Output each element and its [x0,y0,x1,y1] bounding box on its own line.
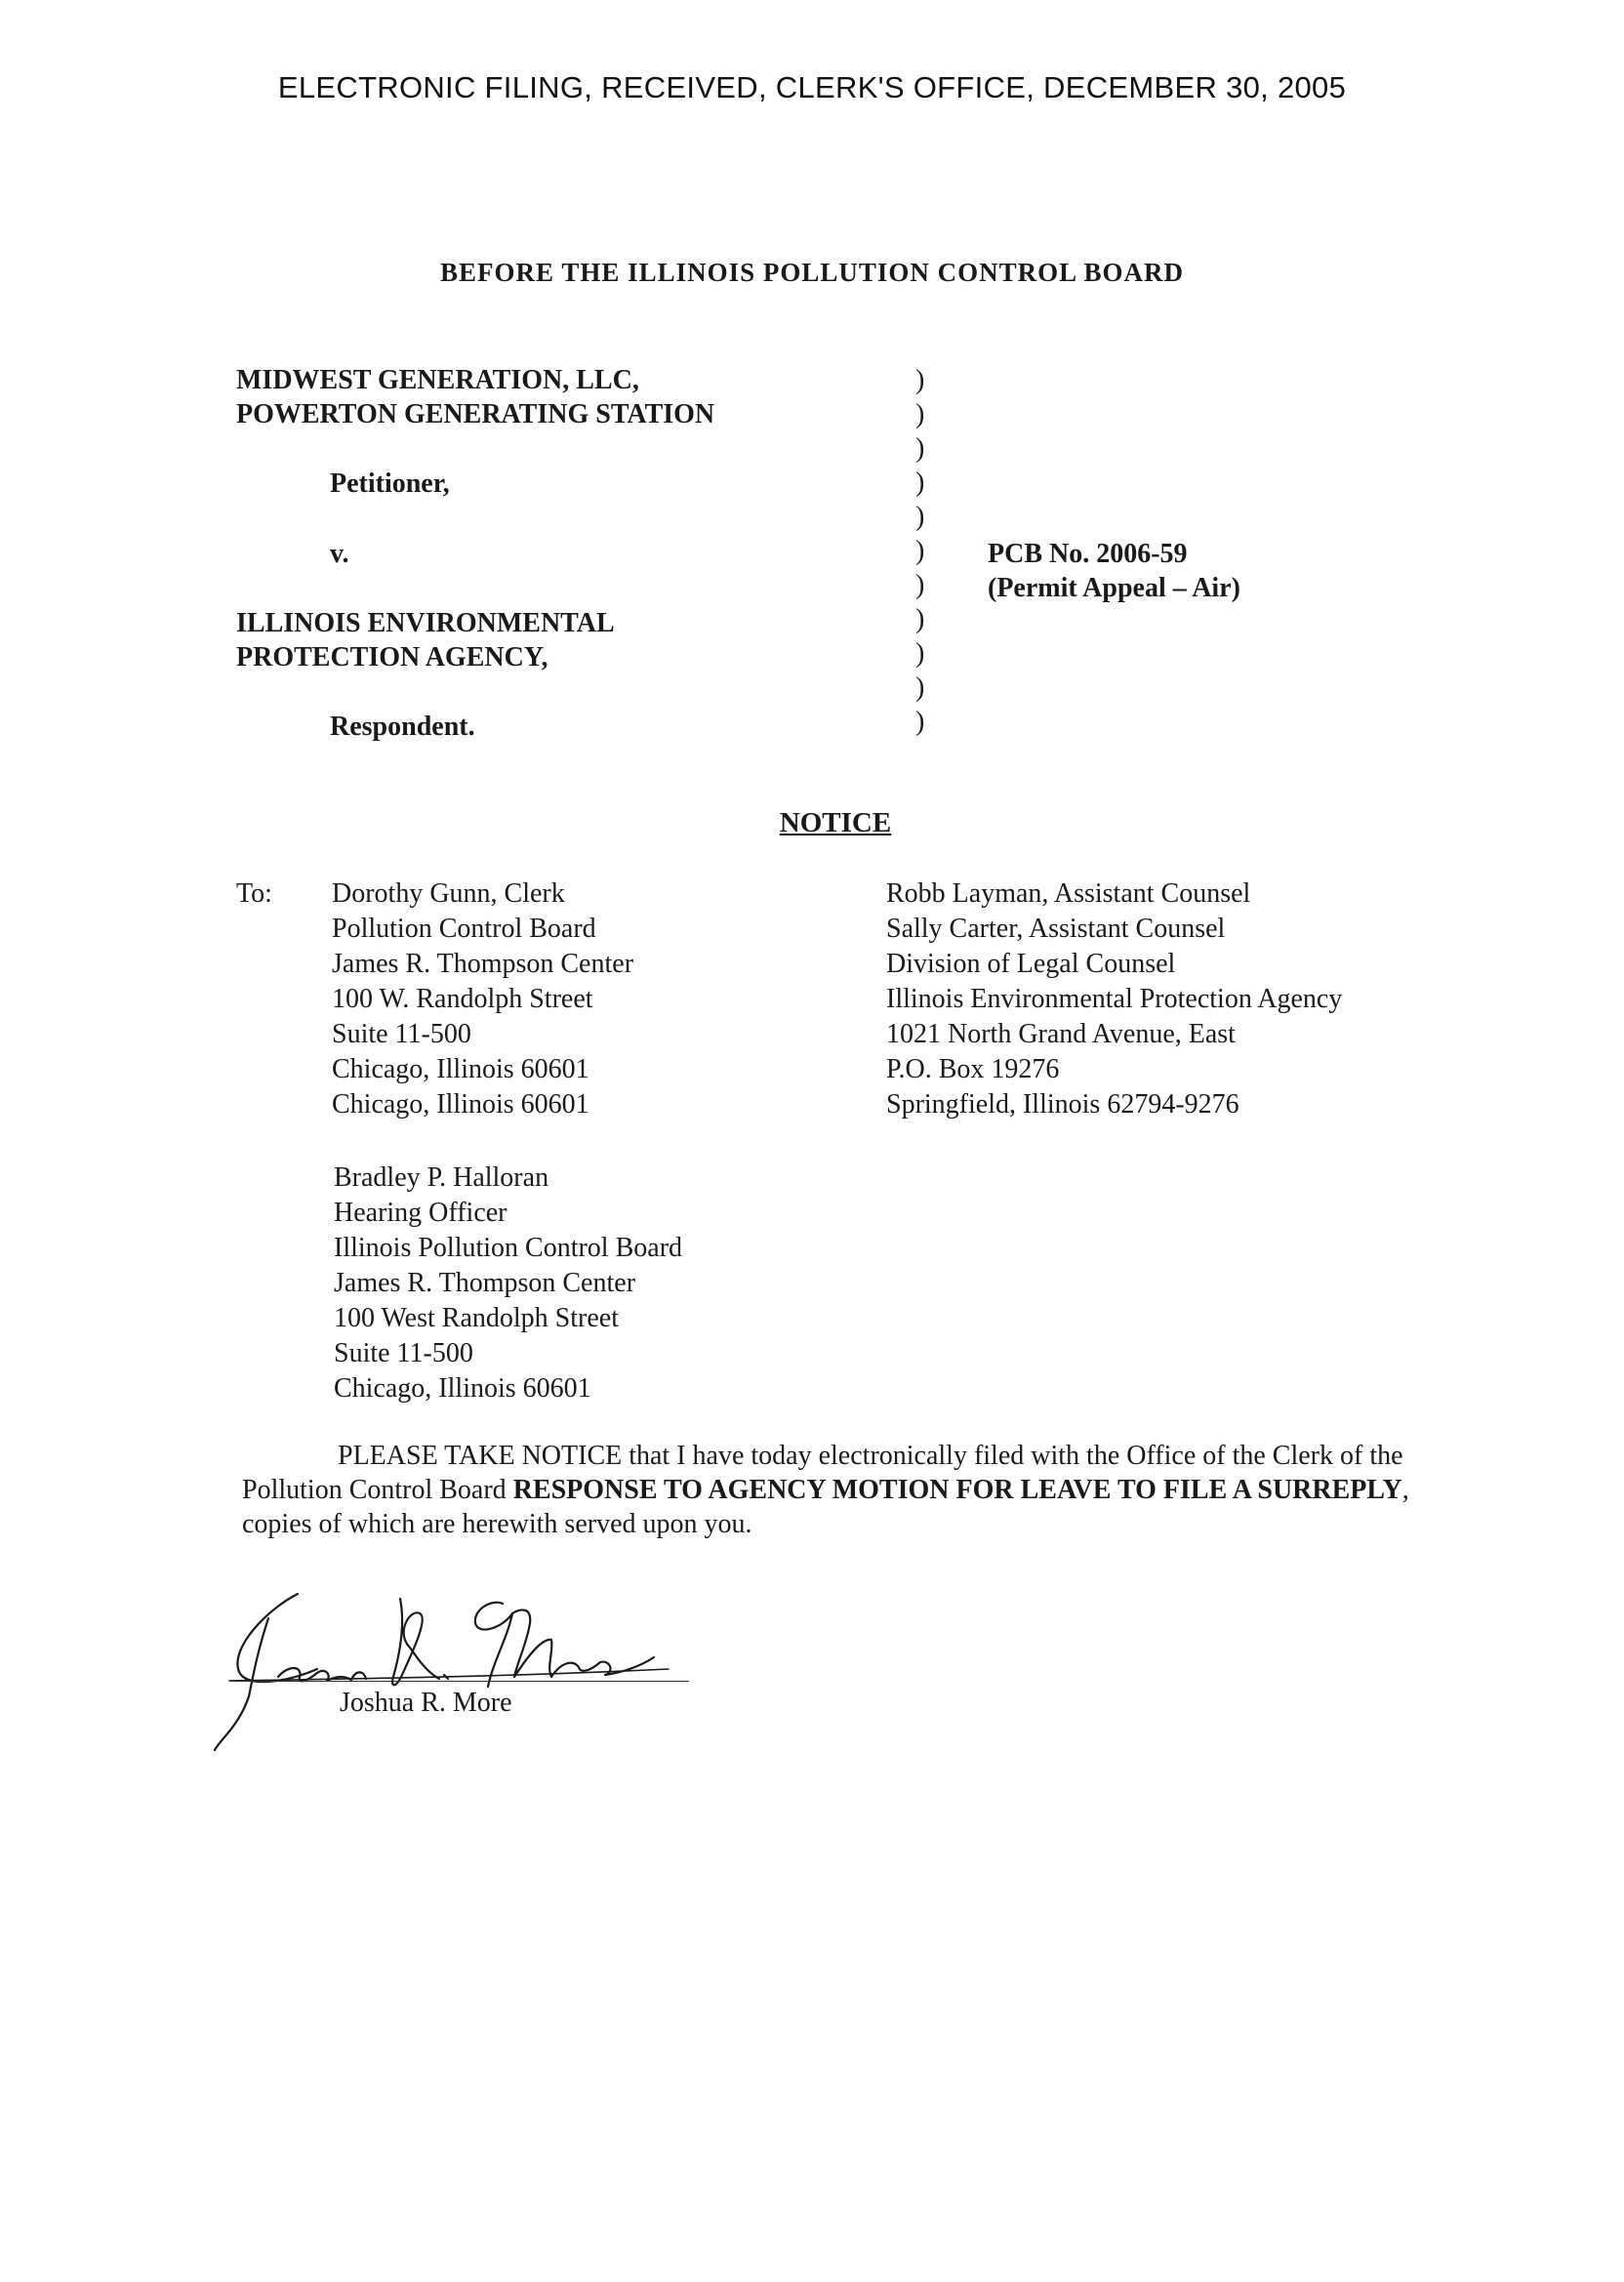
address-line: Illinois Environmental Protection Agency [886,984,1343,1014]
handwritten-signature [210,1579,717,1755]
paren: ) [915,536,925,566]
address-line: Chicago, Illinois 60601 [332,1054,589,1084]
petitioner-label: Petitioner, [330,469,450,499]
address-line: 100 West Randolph Street [334,1303,619,1333]
address-line: Suite 11-500 [332,1019,471,1049]
address-line: Bradley P. Halloran [334,1162,549,1193]
versus: v. [330,539,349,569]
caption-parentheses [915,363,935,739]
address-line: Pollution Control Board [332,914,596,944]
address-line: Chicago, Illinois 60601 [334,1373,591,1404]
paren: ) [915,570,925,600]
paren: ) [915,365,925,395]
paren: ) [915,399,925,429]
paren: ) [915,468,925,498]
address-line: 1021 North Grand Avenue, East [886,1019,1236,1049]
respondent-label: Respondent. [330,712,475,742]
address-line: Sally Carter, Assistant Counsel [886,914,1226,944]
petitioner-name-line1: MIDWEST GENERATION, LLC, [236,365,639,395]
notice-body-paragraph [242,1439,1452,1541]
body-text-after: , copies of which are herewith served upon you. [242,1475,1409,1539]
address-line: Robb Layman, Assistant Counsel [886,878,1251,909]
address-line: Springfield, Illinois 62794-9276 [886,1089,1239,1120]
recipient-hearing-officer-block [334,1161,682,1406]
respondent-name-line1: ILLINOIS ENVIRONMENTAL [236,608,615,638]
address-line: James R. Thompson Center [334,1268,636,1298]
signatory-name: Joshua R. More [340,1688,512,1718]
address-line: Dorothy Gunn, Clerk [332,878,565,909]
notice-heading: NOTICE [779,807,892,838]
filing-stamp-header: ELECTRONIC FILING, RECEIVED, CLERK'S OFFICE, DECEMBER 30, 2005 [277,70,1347,104]
case-number: PCB No. 2006-59 [988,539,1188,569]
paren: ) [915,604,925,634]
respondent-name-line2: PROTECTION AGENCY, [236,642,548,672]
address-line: Division of Legal Counsel [886,949,1176,979]
address-line: P.O. Box 19276 [886,1054,1060,1084]
address-line: James R. Thompson Center [332,949,634,979]
paren: ) [915,672,925,703]
address-line: Suite 11-500 [334,1338,473,1368]
paren: ) [915,502,925,532]
paren: ) [915,707,925,737]
petitioner-name-line2: POWERTON GENERATING STATION [236,399,715,429]
recipient-agency-block [886,876,1342,1122]
case-type: (Permit Appeal – Air) [988,573,1240,603]
address-line: Illinois Pollution Control Board [334,1233,683,1263]
address-line: Chicago, Illinois 60601 [332,1089,589,1120]
body-text-before: PLEASE TAKE NOTICE that I have today electronically filed with the Office of the Clerk of the Pollution Control Board [242,1441,1403,1505]
signature-line [230,1681,689,1682]
address-line: Hearing Officer [334,1198,508,1228]
paren: ) [915,638,925,669]
to-label: To: [236,878,272,909]
recipient-clerk-block [332,876,633,1122]
paren: ) [915,433,925,464]
filed-document-title: RESPONSE TO AGENCY MOTION FOR LEAVE TO FILE A SURREPLY [512,1475,1402,1505]
board-title: BEFORE THE ILLINOIS POLLUTION CONTROL BOARD [440,258,1184,287]
address-line: 100 W. Randolph Street [332,984,593,1014]
